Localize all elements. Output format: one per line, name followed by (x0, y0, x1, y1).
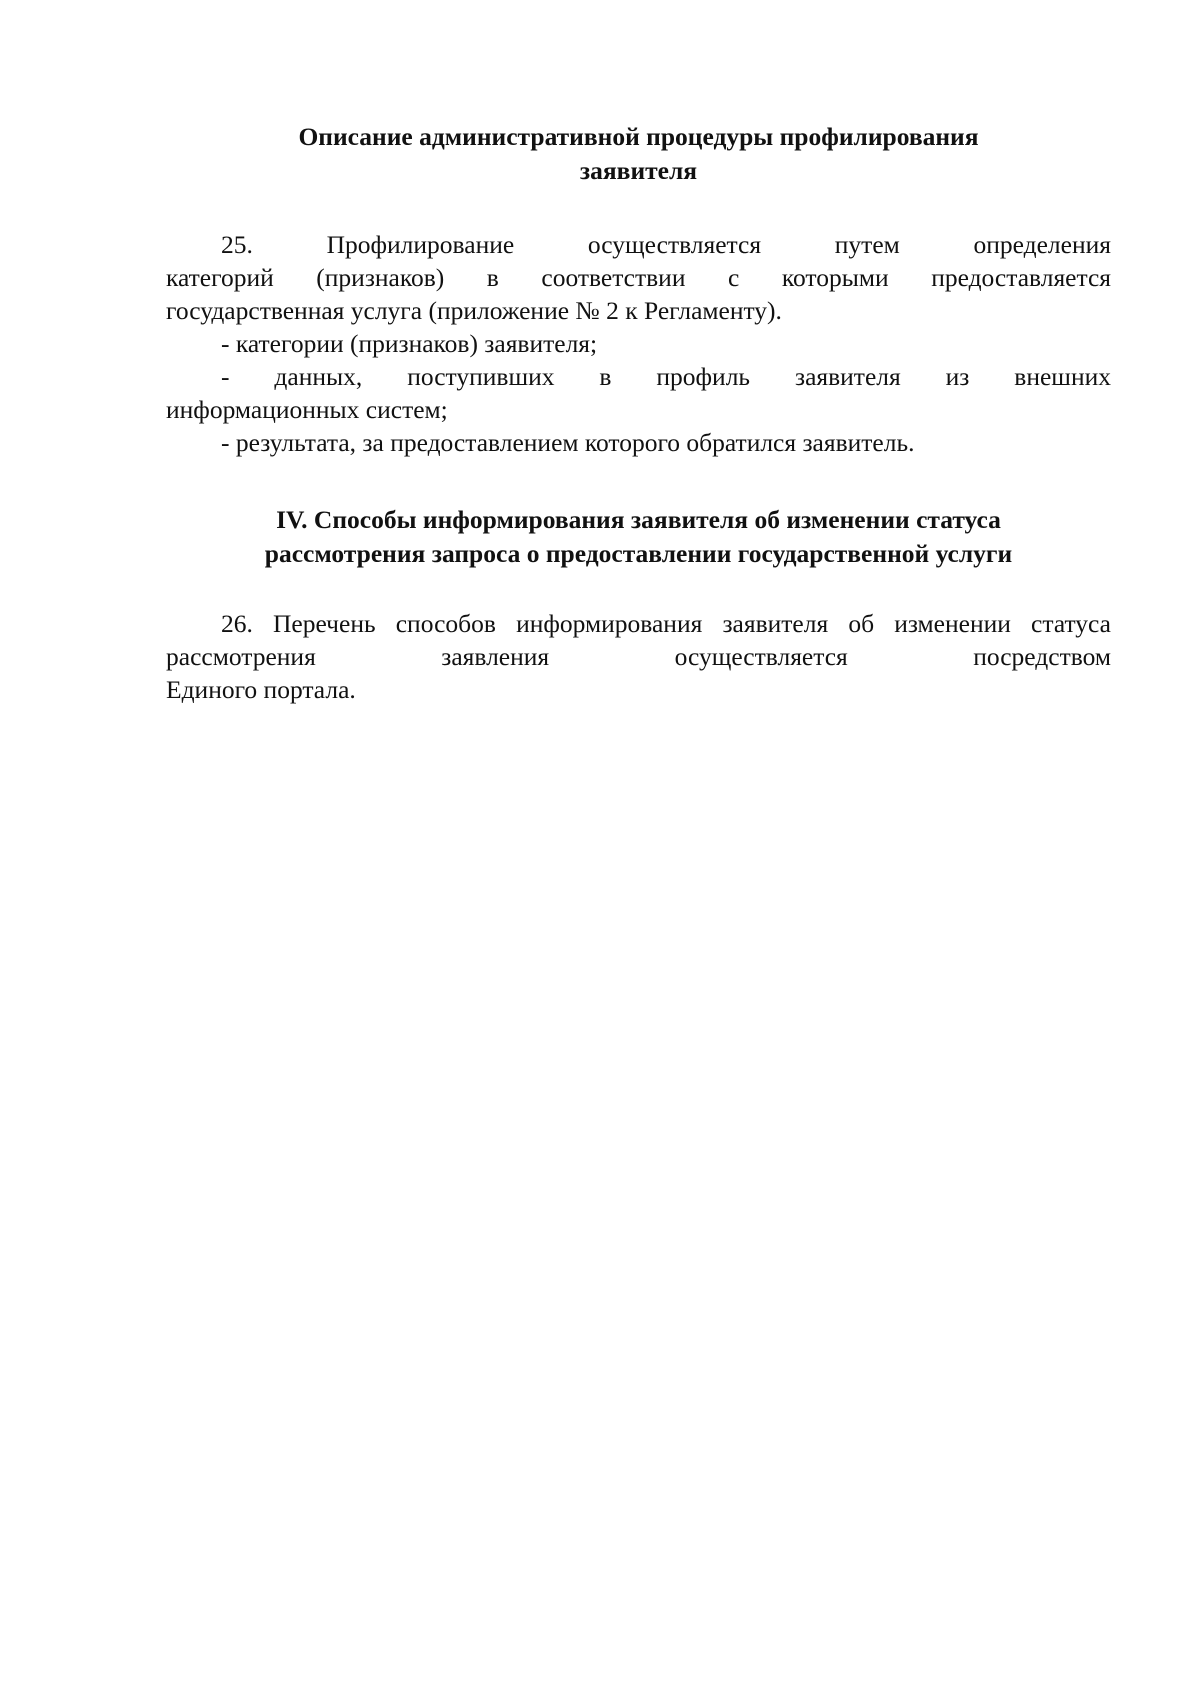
bullet-external-data (166, 360, 1111, 426)
bullet-line: - данных, поступивших в профиль заявителя из внешних (221, 362, 1111, 391)
bullet-categories (166, 327, 1111, 360)
paragraph-line: государственная услуга (приложение № 2 к Регламенту). (166, 296, 782, 325)
paragraph-line: 26. Перечень способов информирования заявителя об изменении статуса (221, 609, 1111, 638)
section-heading-profiling (166, 120, 1111, 188)
paragraph-line: 25. Профилирование осуществляется путем определения (221, 230, 1111, 259)
document-content (166, 120, 1111, 706)
heading-line: Описание административной процедуры профилирования (298, 122, 979, 151)
heading-line: IV. Способы информирования заявителя об изменении статуса (276, 505, 1001, 534)
paragraph-line: категорий (признаков) в соответствии с которыми предоставляется (166, 263, 1111, 292)
bullet-line: информационных систем; (166, 395, 448, 424)
heading-line: рассмотрения запроса о предоставлении государственной услуги (264, 539, 1013, 568)
bullet-line: - результата, за предоставлением которого обратился заявитель. (221, 428, 915, 457)
heading-line: заявителя (579, 156, 698, 185)
bullet-line: - категории (признаков) заявителя; (221, 329, 598, 358)
paragraph-26 (166, 607, 1111, 706)
paragraph-line: рассмотрения заявления осуществляется посредством (166, 642, 1111, 671)
section-heading-iv (166, 503, 1111, 571)
paragraph-line: Единого портала. (166, 675, 356, 704)
bullet-result (166, 426, 1111, 459)
paragraph-25 (166, 228, 1111, 327)
